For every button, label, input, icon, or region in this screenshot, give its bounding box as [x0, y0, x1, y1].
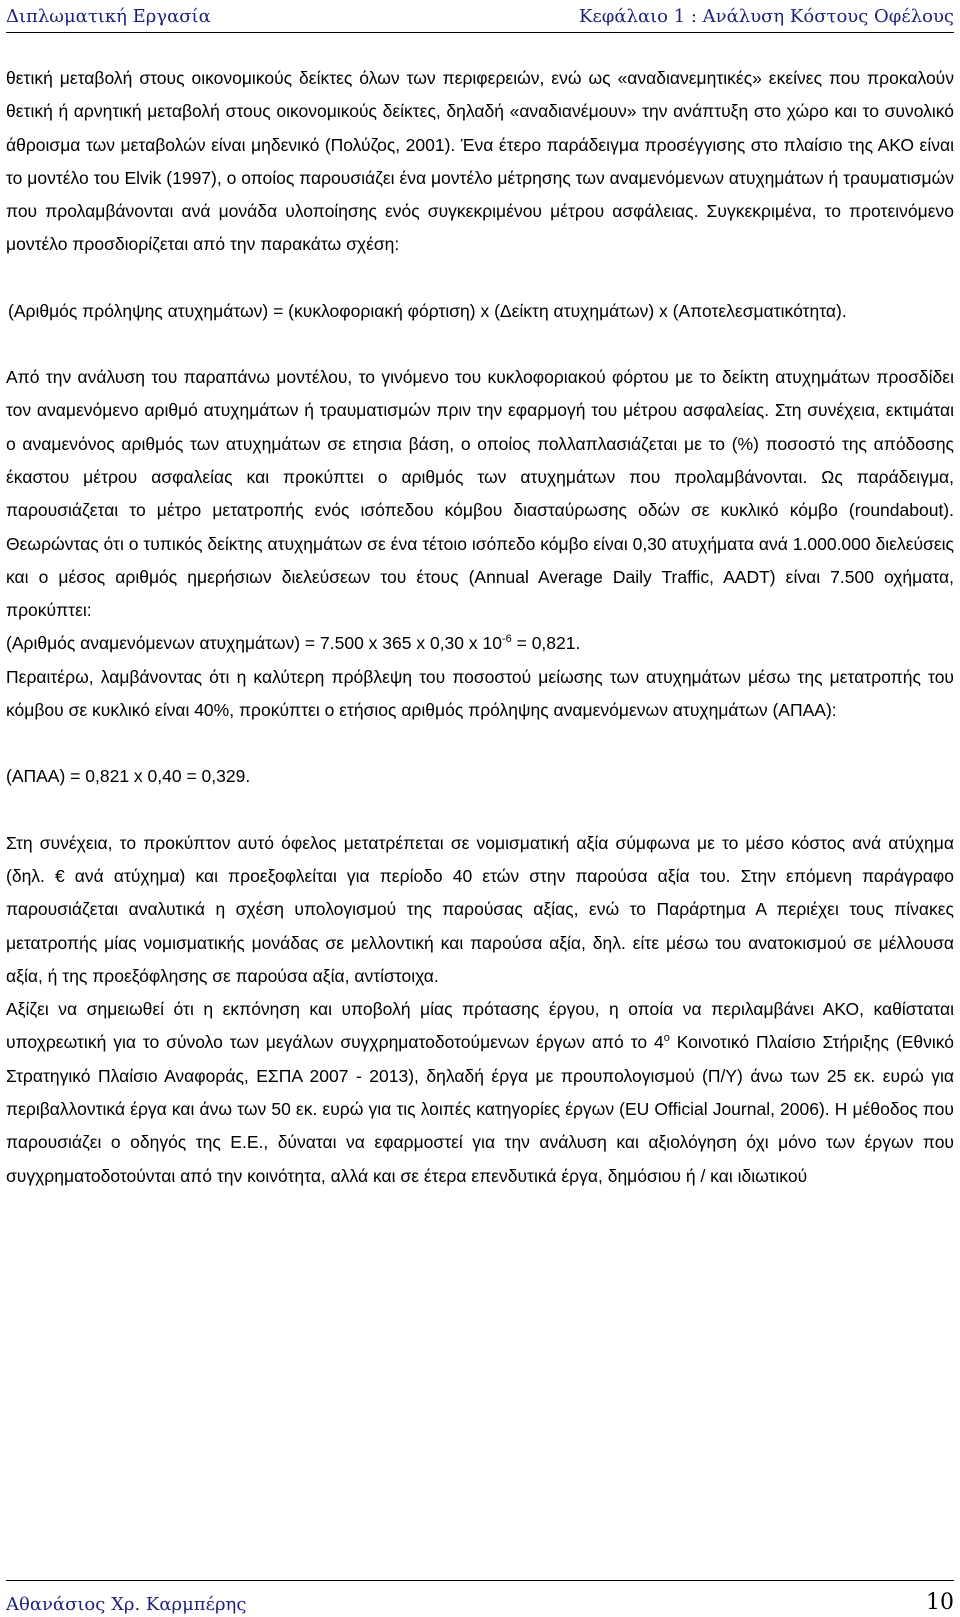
formula-result: = 0,821.: [511, 633, 581, 654]
paragraph: Στη συνέχεια, το προκύπτον αυτό όφελος μετατρέπεται σε νομισματική αξία σύμφωνα με το μέσο κόστος ανά ατύχημα (δηλ. € ανά ατύχημα) και προεξοφλείται για περίοδο 40 ετών στην παρούσα αξία του. Στην επόμενη παράγραφο παρουσιάζεται αναλυτικά η σχέση υπολογισμού της παρούσας αξίας, ενώ το Παράρτημα Α περιέχει τους πίνακες μετατροπής μίας νομισματικής μονάδας σε μελλοντική και παρούσα αξία, δηλ. είτε μέσω του ανατοκισμού σε μέλλουσα αξία, ή της προεξόφλησης σε παρούσα αξία, αντίστοιχα.: [6, 832, 954, 986]
header-title: Διπλωματική Εργασία: [6, 5, 211, 27]
paragraph: Περαιτέρω, λαμβάνοντας ότι η καλύτερη πρόβλεψη του ποσοστού μείωσης των ατυχημάτων μέσω της μετατροπής του κόμβου σε κυκλικό είναι 40%, προκύπτει ο ετήσιος αριθμός πρόληψης αναμενόμενων ατυχημάτων (ΑΠΑΑ):: [6, 666, 954, 721]
paragraph-text: Αξίζει να σημειωθεί ότι η εκπόνηση και υποβολή μίας πρότασης έργου, η οποία να περιλαμβάνει ΑΚΟ, καθίσταται υποχρεωτική για το σύνολο των μεγάλων συγχρηματοδοτούμενων έργων από το 4: [6, 999, 954, 1053]
footer-author: Αθανάσιος Χρ. Καρμπέρης: [6, 1594, 247, 1615]
paragraph: Από την ανάλυση του παραπάνω μοντέλου, το γινόμενο του κυκλοφοριακού φόρτου με το δείκτη ατυχημάτων προσδίδει τον αναμενόμενο αριθμό ατυχημάτων ή τραυματισμών πριν την εφαρμογή του μέτρου ασφαλείας. Στη συνέχεια, εκτιμάται ο αναμενόνος αριθμός των ατυχημάτων σε ετησια βάση, ο οποίος πολλαπλασιάζεται με το (%) ποσοστό της απόδοσης έκαστου μέτρου ασφαλείας και προκύπτει ο αριθμός των ατυχημάτων που προλαμβάνονται. Ως παράδειγμα, παρουσιάζεται το μέτρο μετατροπής ενός ισόπεδου κόμβου διασταύρωσης οδών σε κυκλικό κόμβο (roundabout). Θεωρώντας ότι ο τυπικός δείκτης ατυχημάτων σε ένα τέτοιο ισόπεδο κόμβο είναι 0,30 ατυχήματα ανά 1.000.000 διελεύσεις και ο μέσος αριθμός ημερήσιων διελεύσεων του έτους (Annual Average Daily Traffic, AADT) είναι 7.500 οχήματα, προκύπτει:: [6, 367, 954, 621]
formula: (ΑΠΑΑ) = 0,821 x 0,40 = 0,329.: [6, 766, 251, 787]
formula: (Αριθμός πρόληψης ατυχημάτων) = (κυκλοφοριακή φόρτιση) x (Δείκτη ατυχημάτων) x (Αποτελεσματικότητα).: [8, 300, 847, 321]
ordinal-superscript: ο: [663, 1032, 670, 1045]
paragraph-text: Κοινοτικό Πλαίσιο Στήριξης (Εθνικό Στρατηγικό Πλαίσιο Αναφοράς, ΕΣΠΑ 2007 - 2013), δηλαδή έργα με προυπολογισμού (Π/Υ) άνω των 25 εκ. ευρώ για περιβαλλοντικά έργα και άνω των 50 εκ. ευρώ για τις λοιπές κατηγορίες έργων (EU Official Journal, 2006). Η μέθοδος που παρουσιάζει ο οδηγός της Ε.Ε., δύναται να εφαρμοστεί για την ανάλυση και αξιολόγηση όχι μόνο των έργων που συγχρηματοδοτούνται από την κοινότητα, αλλά και σε έτερα επενδυτικά έργα, δημόσιου ή / και ιδιωτικού: [6, 1032, 954, 1186]
body-text: [6, 62, 954, 1193]
paragraph: [6, 993, 954, 1193]
formula: [6, 627, 954, 660]
page-header: [6, 0, 954, 33]
exponent: -6: [501, 633, 512, 646]
paragraph: θετική μεταβολή στους οικονομικούς δείκτες όλων των περιφερειών, ενώ ως «αναδιανεμητικές» εκείνες που προκαλούν θετική ή αρνητική μεταβολή στους οικονομικούς δείκτες, δηλαδή «αναδιανέμουν» την ανάπτυξη στο χώρο και το συνολικό άθροισμα των μεταβολών είναι μηδενικό (Πολύζος, 2001). Ένα έτερο παράδειγμα προσέγγισης στο πλαίσιο της ΑΚΟ είναι το μοντέλο του Elvik (1997), ο οποίος παρουσιάζει ένα μοντέλο μέτρησης των αναμενόμενων ατυχημάτων ή τραυματισμών που προλαμβάνονται ανά μονάδα υλοποίησης ενός συγκεκριμένου μέτρου ασφάλειας. Συγκεκριμένα, το προτεινόμενο μοντέλο προσδιορίζεται από την παρακάτω σχέση:: [6, 68, 954, 255]
page-number: 10: [926, 1590, 954, 1615]
header-chapter: Κεφάλαιο 1 : Ανάλυση Κόστους Οφέλους: [579, 5, 954, 27]
formula-text: (Αριθμός αναμενόμενων ατυχημάτων) = 7.500 x 365 x 0,30 x 10: [6, 633, 502, 654]
page-footer: [6, 1580, 954, 1615]
